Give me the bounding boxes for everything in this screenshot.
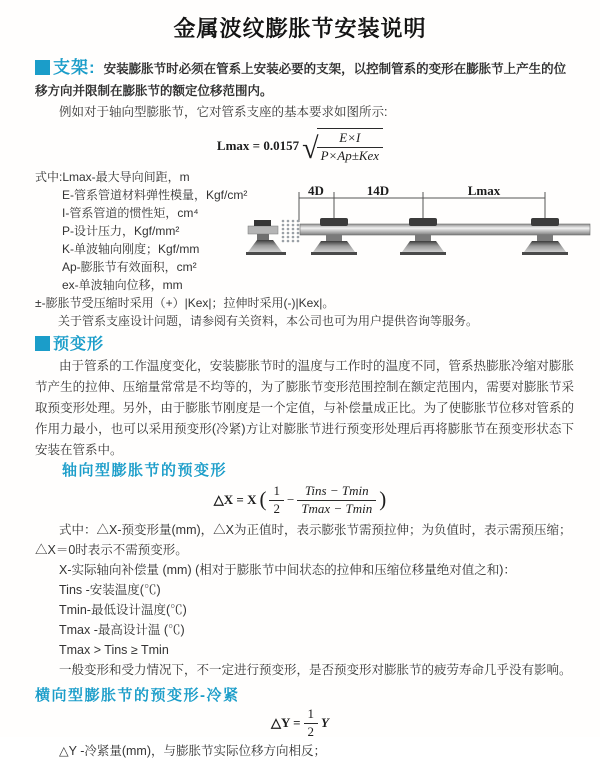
support-section-heading: 支架: [53,58,96,77]
predeform-heading-text: 预变形 [53,336,105,353]
radicand [317,128,384,164]
bellows-coils [282,220,300,243]
lateral-formula-lhs: △Y = [270,715,301,730]
left-paren: ( [259,486,267,511]
pipe-support [400,218,446,255]
lmax-formula [0,128,600,164]
axial-note: Tins -安装温度(℃) [59,583,161,597]
dimension-label-14d: 14D [366,183,390,198]
axial-note: Tmin-最低设计温度(℃) [59,603,187,617]
half-numerator: 1 [269,483,284,500]
section-bullet-square [35,60,50,75]
axial-subsection-heading: 轴向型膨胀节的预变形 [62,462,228,479]
support-example-line: 例如对于轴向型膨胀节，它对管系支座的基本要求如图所示: [59,105,388,119]
axial-note: 式中：△X-预变形量(mm)，△X为正值时，表示膨张节需预拉伸；为负值时，表示需预压缩；△X＝0时表示不需预变形。 [35,523,572,557]
dimension-label-lmax: Lmax [467,183,501,198]
minus-operator: − [286,492,295,507]
pipe-support [311,218,357,255]
lmax-formula-lhs: Lmax = 0.0157 [216,138,300,153]
lateral-formula-rhs: Y [321,715,329,730]
anchor-cap [254,220,271,226]
pipe-support [522,218,568,255]
lateral-subsection-heading: 横向型膨胀节的预变形-冷紧 [35,687,240,704]
lateral-predeform-formula [0,706,600,739]
lmax-denominator: P×Ap±Kex [320,147,380,163]
definition-line: ex-单波轴向位移，mm [62,278,183,292]
support-requirements-diagram [242,184,596,278]
half-denominator: 2 [307,723,315,739]
anchor-neck [257,234,269,240]
definitions-and-diagram [0,168,600,294]
axial-note: 一般变形和受力情况下，不一定进行预变形，是否预变形对膨胀节的疲劳寿命几乎没有影响。 [59,663,572,677]
section-bullet-square [35,336,50,351]
temperature-fraction [297,483,376,517]
definition-line: K-单波轴向刚度；Kgf/mm [62,242,200,256]
radical-sign: √ [302,132,319,165]
temperature-numerator: Tins − Tmin [297,483,376,500]
definition-line: Ap-膨胀节有效面积，cm² [62,260,197,274]
half-denominator: 2 [273,500,280,516]
axial-note: X-实际轴向补偿量 (mm) (相对于膨胀节中间状态的拉伸和压缩位移量绝对值之和)： [59,563,516,577]
axial-formula-lhs: △X = X [213,492,257,507]
dimension-label-4d: 4D [308,183,324,198]
axial-predeform-formula [0,484,600,516]
definition-line: P-设计压力，Kgf/mm² [62,224,180,238]
support-intro-text: 安装膨胀节时必须在管系上安装必要的支架，以控制管系的变形在膨胀节上产生的位移方向并限制在膨胀节的额定位移范围内。 [35,62,567,98]
square-root [302,128,383,164]
half-numerator: 1 [304,706,319,723]
axial-note: Tmax -最高设计温 (℃) [59,623,185,637]
page-title: 金属波纹膨胀节安装说明 [173,16,427,41]
anchor-base [248,240,282,252]
definition-line: 式中:Lmax-最大导向间距，m [35,170,190,184]
definition-line: I-管系管道的惯性矩，cm⁴ [62,206,199,220]
predeform-section-heading [35,335,600,354]
anchor-pipe-stub [248,226,278,234]
support-intro-paragraph [35,57,574,102]
plus-minus-note: ±-膨胀节受压缩时采用（+）|Kex|；拉伸时采用(-)|Kex|。 [35,296,335,310]
anchor-floor [246,252,286,255]
lmax-fraction [317,130,384,164]
half-fraction [304,706,319,740]
predeform-body-paragraph: 由于管系的工作温度变化，安装膨胀节时的温度与工作时的温度不同，管系热膨胀冷缩对膨胀节产生的拉伸、压缩量常常是不均等的，为了膨胀节变形范围控制在额定范围内，需要对膨胀节采取预变形处理。另外，由于膨胀节刚度是一个定值，与补偿量成正比。为了使膨胀节位移对管系的作用力最小，也可以采用预变形(冷紧)方让对膨胀节进行预变形处理后再将膨胀节在预变形状态下安装在管系中。 [35,359,574,457]
lmax-numerator: E×I [317,130,384,147]
lateral-note: △Y -冷紧量(mm)，与膨胀节实际位移方向相反； [59,744,327,758]
half-fraction [269,483,284,517]
axial-note: Tmax > Tins ≥ Tmin [59,643,169,657]
definition-line: E-管系管道材料弹性模量，Kgf/cm² [62,188,248,202]
consult-note: 关于管系支座设计问题，请参阅有关资料，本公司也可为用户提供咨询等服务。 [58,314,479,328]
temperature-denominator: Tmax − Tmin [301,500,373,516]
right-paren: ) [379,486,387,511]
